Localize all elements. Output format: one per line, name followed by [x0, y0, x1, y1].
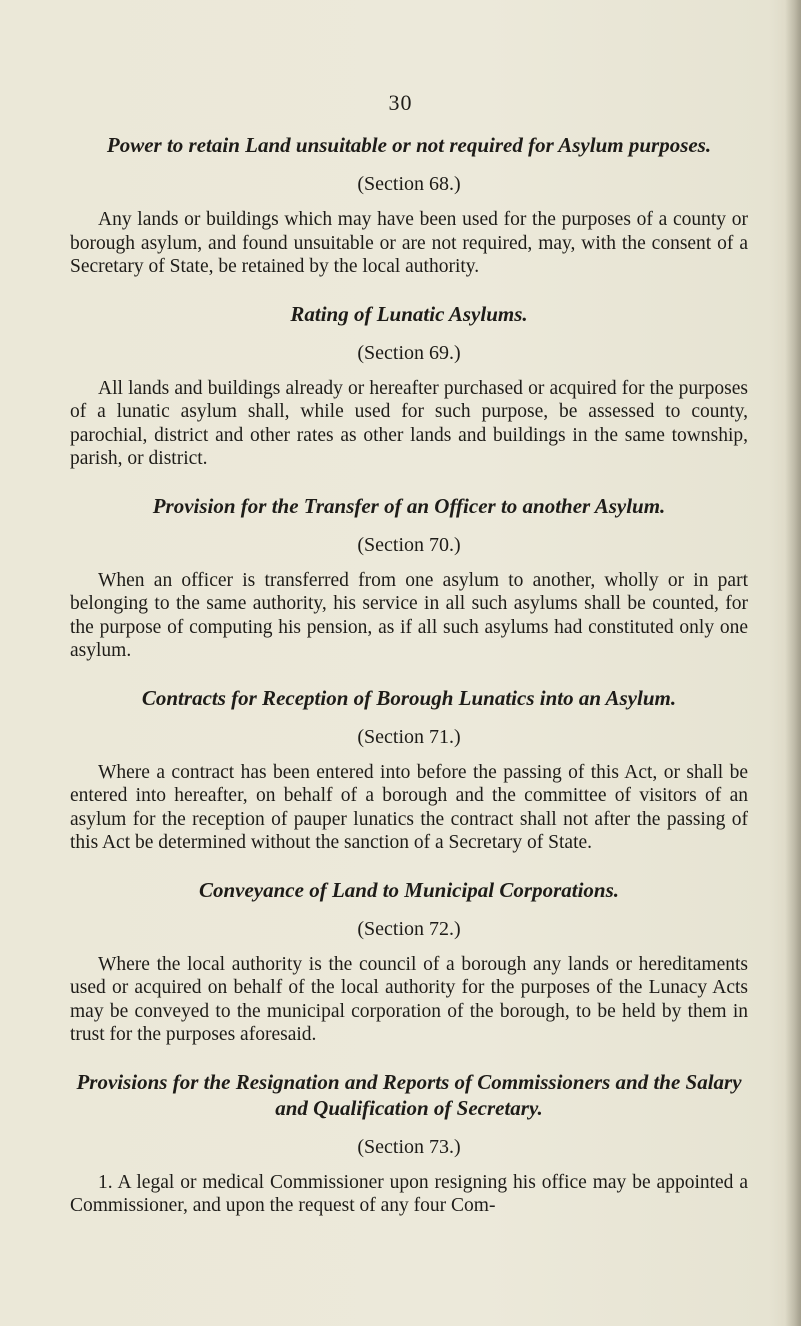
- section-69: [70, 301, 748, 471]
- section-reference: (Section 72.): [357, 917, 461, 940]
- section-reference: (Section 69.): [357, 341, 461, 364]
- section-paragraph: 1. A legal or medical Commissioner upon resigning his office may be appointed a Commissioner, and upon the request of any four Com-: [70, 1171, 748, 1216]
- section-68: [70, 132, 748, 279]
- section-reference: (Section 73.): [357, 1135, 461, 1158]
- section-paragraph: Where a contract has been entered into before the passing of this Act, or shall be entered into hereafter, on behalf of a borough and the committee of visitors of an asylum for the reception of pauper lunatics the contract shall not after the passing of this Act be determined without the sanction of a Secretary of State.: [70, 761, 748, 853]
- section-heading: Power to retain Land unsuitable or not required for Asylum purposes.: [106, 133, 712, 157]
- section-heading: Rating of Lunatic Asylums.: [290, 301, 528, 326]
- section-heading: Conveyance of Land to Municipal Corporations.: [198, 877, 620, 902]
- section-paragraph: All lands and buildings already or hereafter purchased or acquired for the purposes of a lunatic asylum shall, while used for such purpose, be assessed to county, parochial, district and other rates as other lands and buildings in the same township, parish, or district.: [70, 377, 748, 469]
- section-reference: (Section 70.): [357, 533, 461, 556]
- section-reference: (Section 71.): [357, 725, 461, 748]
- section-71: [70, 685, 748, 855]
- section-heading: Provisions for the Resignation and Reports of Commissioners and the Salary and Qualification of Secretary.: [76, 1069, 742, 1120]
- section-72: [70, 877, 748, 1047]
- section-paragraph: When an officer is transferred from one asylum to another, wholly or in part belonging to the same authority, his service in all such asylums shall be counted, for the purpose of computing his pension, as if all such asylums had constituted only one asylum.: [70, 569, 748, 661]
- section-heading: Provision for the Transfer of an Officer to another Asylum.: [152, 493, 666, 518]
- section-heading: Contracts for Reception of Borough Lunatics into an Asylum.: [141, 685, 677, 710]
- page-number: 30: [388, 90, 413, 115]
- document-body: [70, 132, 748, 1240]
- section-paragraph: Any lands or buildings which may have been used for the purposes of a county or borough asylum, and found unsuitable or are not required, may, with the consent of a Secretary of State, be retained by the local authority.: [70, 209, 748, 277]
- section-reference: (Section 68.): [357, 173, 461, 195]
- section-70: [70, 493, 748, 663]
- page-edge-shadow: [785, 0, 801, 1326]
- section-paragraph: Where the local authority is the council of a borough any lands or hereditaments used or acquired on behalf of the local authority for the purposes of the Lunacy Acts may be conveyed to the municipal corporation of the borough, to be held by them in trust for the purposes aforesaid.: [70, 953, 748, 1045]
- section-73: [70, 1069, 748, 1218]
